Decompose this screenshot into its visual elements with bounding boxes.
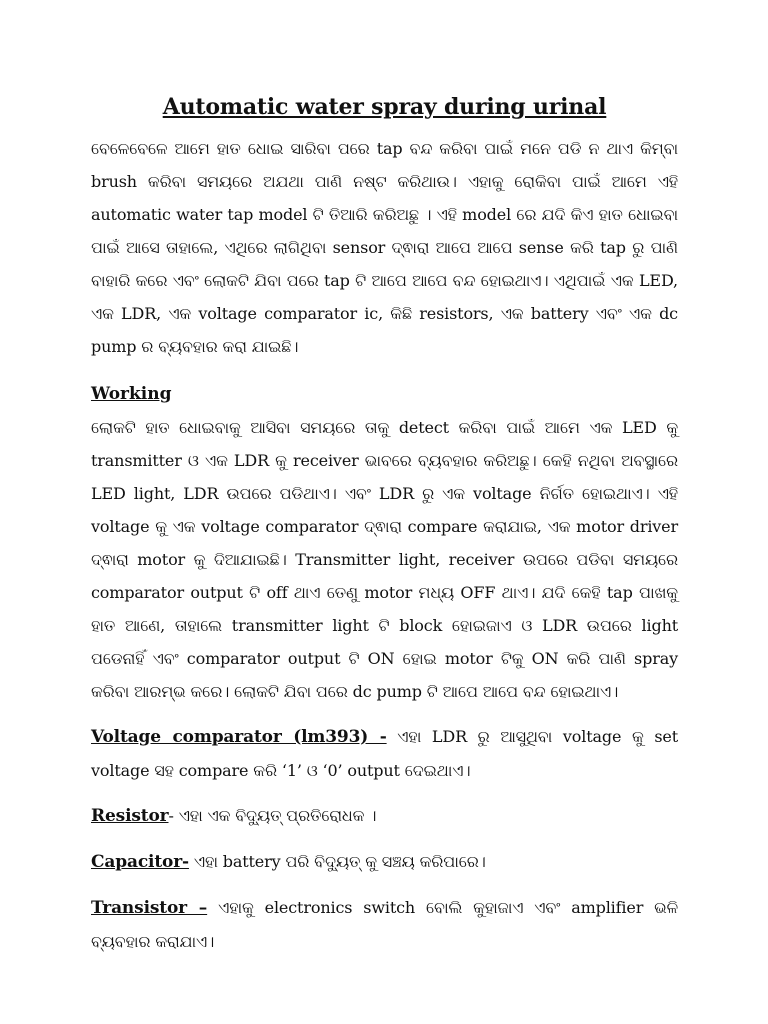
intro-paragraph: ବେଳେବେଳେ ଆମେ ହାତ ଧୋଇ ସାରିବା ପରେ tap ବନ୍ଦ କରିବା ପାଇଁ ମନେ ପଡି ନ ଥାଏ କିମ୍ବା brush କରିବା ସମୟରେ ଅଯଥା ପାଣି ନଷ୍ଟ କରିଥାଉ। ଏହାକୁ ରୋକିବା ପାଇଁ ଆମେ ଏହି automatic water tap model ଟି ତିଆରି କରିଅଛୁ । ଏହି model ରେ ଯଦି କିଏ ହାତ ଧୋଇବା ପାଇଁ ଆସେ ତାହାଲେ, ଏଥିରେ ଲାଗିଥିବା sensor ଦ୍ଵାରା ଆପେ ଆପେ sense କରି tap ରୁ ପାଣି ବାହାରି କରେ ଏବଂ ଲୋକଟି ଯିବା ପରେ tap ଟି ଆପେ ଆପେ ବନ୍ଦ ହୋଇଥାଏ। ଏଥିପାଇଁ ଏକ LED, ଏକ LDR, ଏକ voltage comparator ic, କିଛି resistors, ଏକ battery ଏବଂ ଏକ dc pump ର ବ୍ୟବହାର କରା ଯାଇଛି। [91,139,678,356]
component-term: Capacitor- [91,852,189,872]
document-page [91,92,678,958]
working-heading: Working [91,384,172,404]
component-description: ଏହା LDR ରୁ ଆସୁଥିବା voltage କୁ set voltage ସହ compare କରି ‘1’ ଓ ‘0’ output ଦେଇଥାଏ। [91,727,679,780]
component-transistor [91,891,678,958]
component-resistor [91,799,678,833]
component-description: ଏହା battery ପରି ବିଦ୍ୟୁତ୍ କୁ ସଞ୍ଚୟ କରିପାରେ। [188,852,486,871]
component-term: Resistor [91,806,169,826]
document-title: Automatic water spray during urinal [162,94,607,120]
working-paragraph: ଲୋକଟି ହାତ ଧୋଇବାକୁ ଆସିବା ସମୟରେ ତାକୁ detect କରିବା ପାଇଁ ଆମେ ଏକ LED କୁ transmitter ଓ ଏକ LDR କୁ receiver ଭାବରେ ବ୍ୟବହାର କରିଅଛୁ। କେହି ନଥିବା ଅବସ୍ଥାରେ LED light, LDR ଉପରେ ପଡିଥାଏ। ଏବଂ LDR ରୁ ଏକ voltage ନିର୍ଗତ ହୋଇଥାଏ। ଏହି voltage କୁ ଏକ voltage comparator ଦ୍ଵାରା compare କରାଯାଇ, ଏକ motor driver ଦ୍ଵାରା motor କୁ ଦିଆଯାଇଛି। Transmitter light, receiver ଉପରେ ପଡିବା ସମୟରେ comparator output ଟି off ଥାଏ ତେଣୁ motor ମଧ୍ୟ OFF ଥାଏ। ଯଦି କେହି tap ପାଖକୁ ହାତ ଆଣେ, ତାହାଲେ transmitter light ଟି block ହୋଇଜାଏ ଓ LDR ଉପରେ light ପଡେନାହିଁ ଏବଂ comparator output ଟି ON ହୋଇ motor ଟିକୁ ON କରି ପାଣି spray କରିବା ଆରମ୍ଭ କରେ। ଲୋକଟି ଯିବା ପରେ dc pump ଟି ଆପେ ଆପେ ବନ୍ଦ ହୋଇଥାଏ। [91,418,678,701]
component-voltage-comparator [91,720,678,787]
component-description: ଏହାକୁ electronics switch ବୋଲି କୁହାଜାଏ ଏବଂ amplifier ଭଳି ବ୍ୟବହାର କରାଯାଏ। [91,898,678,951]
component-term: Transistor – [91,898,208,918]
component-capacitor [91,845,678,879]
component-description: - ଏହା ଏକ ବିଦ୍ୟୁତ୍ ପ୍ରତିରୋଧକ । [168,806,377,825]
component-term: Voltage comparator (lm393) - [91,727,387,747]
